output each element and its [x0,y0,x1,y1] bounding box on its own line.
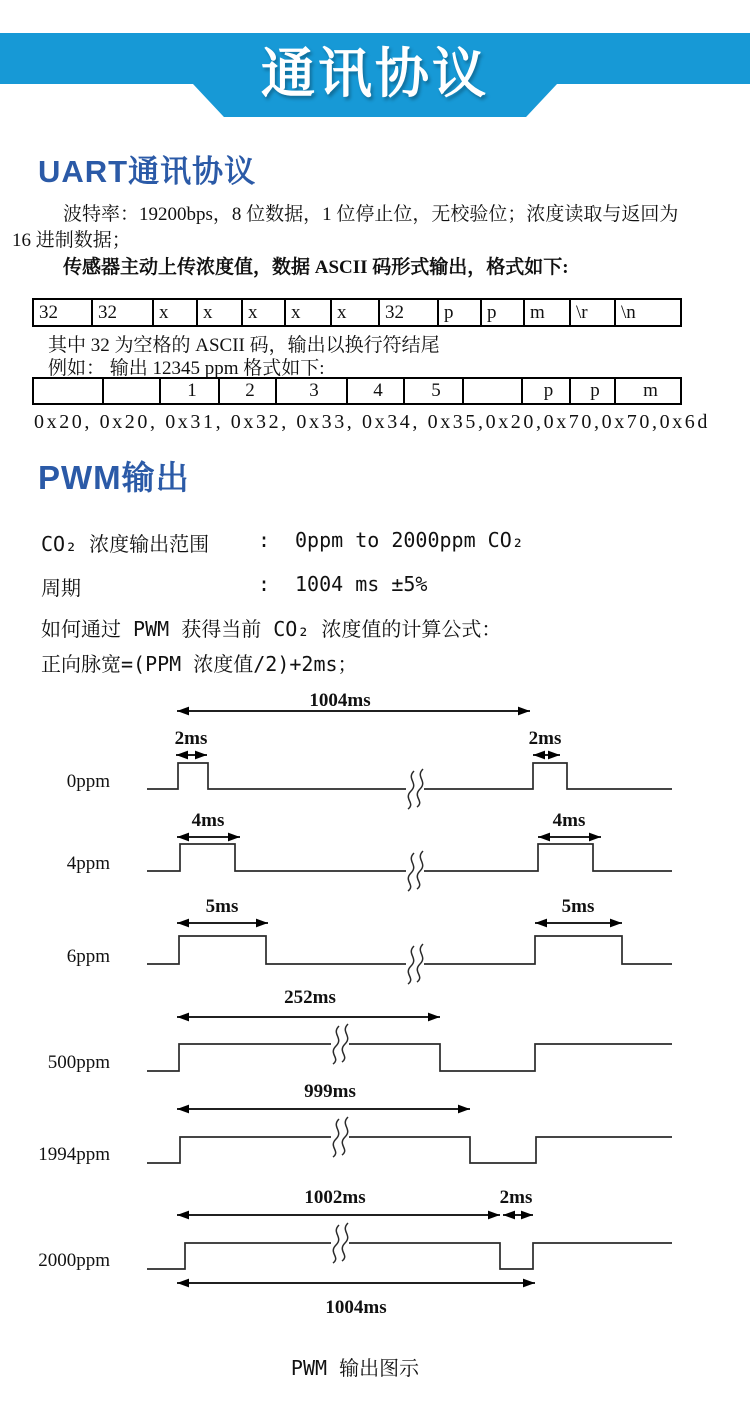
row-label: 500ppm [47,1052,110,1073]
row-label: 0ppm [66,771,110,792]
row-label: 1994ppm [38,1144,110,1165]
format-table-cell: x [197,299,242,326]
example-table-cell: m [615,378,681,404]
example-table-cell: p [522,378,570,404]
duration-label: 252ms [284,987,336,1008]
example-table-cell: 3 [276,378,347,404]
uart-paragraph-bold: 传感器主动上传浓度值，数据 ASCII 码形式输出，格式如下: [63,257,569,278]
uart-note-2: 例如： 输出 12345 ppm 格式如下: [48,358,325,379]
waveform-break-icon [331,1117,349,1157]
spec-value: 1004 ms ±5% [295,572,428,596]
format-table-cell: p [438,299,481,326]
spec-row-period [41,572,427,601]
duration-label: 1002ms [304,1187,366,1208]
format-table-cell: x [153,299,197,326]
format-table-cell: 32 [379,299,438,326]
waveform-2000ppm [147,1243,672,1269]
diagram-caption: PWM 输出图示 [290,1356,420,1380]
example-table-cell: 4 [347,378,404,404]
pulse-width-label: 5ms [205,896,239,917]
waveform-break-icon [406,944,424,984]
page-title: 通讯协议 [261,44,489,104]
uart-note-1: 其中 32 为空格的 ASCII 码，输出以换行符结尾 [48,335,440,356]
gap-label: 2ms [499,1187,533,1208]
format-table-cell: x [242,299,285,326]
period-label: 1004ms [325,1297,387,1318]
waveform-break-icon [406,769,424,809]
formula-intro: 如何通过 PWM 获得当前 CO₂ 浓度值的计算公式： [41,617,502,641]
pwm-row-2000ppm [38,1187,672,1318]
spec-label: CO₂ 浓度输出范围 [41,532,210,556]
example-table-cell [463,378,522,404]
spec-label: 周期 [41,576,81,600]
spec-colon: : [258,572,271,596]
waveform-500ppm [147,1044,672,1071]
uart-paragraph-line2: 16 进制数据； [12,230,131,251]
duration-label: 999ms [304,1081,356,1102]
format-table-cell: 32 [92,299,153,326]
format-table-cell: \n [615,299,681,326]
hex-output-line: 0x20, 0x20, 0x31, 0x32, 0x33, 0x34, 0x35,0x20,0x70,0x70,0x6d [34,411,710,433]
waveform-break-icon [331,1024,349,1064]
waveform-break-icon [406,851,424,891]
pulse-width-label: 4ms [191,810,225,831]
spec-row-range [41,528,524,557]
table-row [33,299,681,326]
pwm-section-heading: PWM输出 [38,459,190,496]
row-label: 4ppm [66,853,110,874]
pulse-width-label: 2ms [528,728,562,749]
pwm-timing-diagram [0,680,750,1340]
pulse-width-label: 2ms [174,728,208,749]
example-table-cell [33,378,103,404]
format-table-cell: x [285,299,331,326]
format-table-cell: m [524,299,570,326]
example-table-cell: 1 [160,378,219,404]
pulse-width-label: 5ms [561,896,595,917]
format-table-cell: p [481,299,524,326]
example-table [32,377,682,405]
pwm-row-6ppm [67,896,672,984]
row-label: 6ppm [66,946,110,967]
ascii-format-table [32,298,682,327]
table-row [33,378,681,404]
row-label: 2000ppm [38,1250,110,1271]
format-table-cell: 32 [33,299,92,326]
uart-paragraph-line1: 波特率：19200bps，8 位数据，1 位停止位，无校验位；浓度读取与返回为 [63,204,679,225]
waveform-1994ppm [147,1137,672,1163]
period-arrow-label: 1004ms [309,690,371,711]
pulse-width-label: 4ms [552,810,586,831]
waveform-break-icon [331,1223,349,1263]
example-table-cell: 2 [219,378,276,404]
example-table-cell: p [570,378,615,404]
format-table-cell: \r [570,299,615,326]
pwm-row-1994ppm [38,1081,672,1165]
formula: 正向脉宽=(PPM 浓度值/2)+2ms； [41,652,358,676]
pwm-row-500ppm [48,987,672,1073]
pwm-row-4ppm [67,810,672,891]
uart-section-heading: UART通讯协议 [38,154,257,189]
spec-colon: : [258,528,271,552]
spec-value: 0ppm to 2000ppm CO₂ [295,528,524,552]
example-table-cell: 5 [404,378,463,404]
pwm-row-0ppm [67,690,672,809]
example-table-cell [103,378,160,404]
format-table-cell: x [331,299,379,326]
